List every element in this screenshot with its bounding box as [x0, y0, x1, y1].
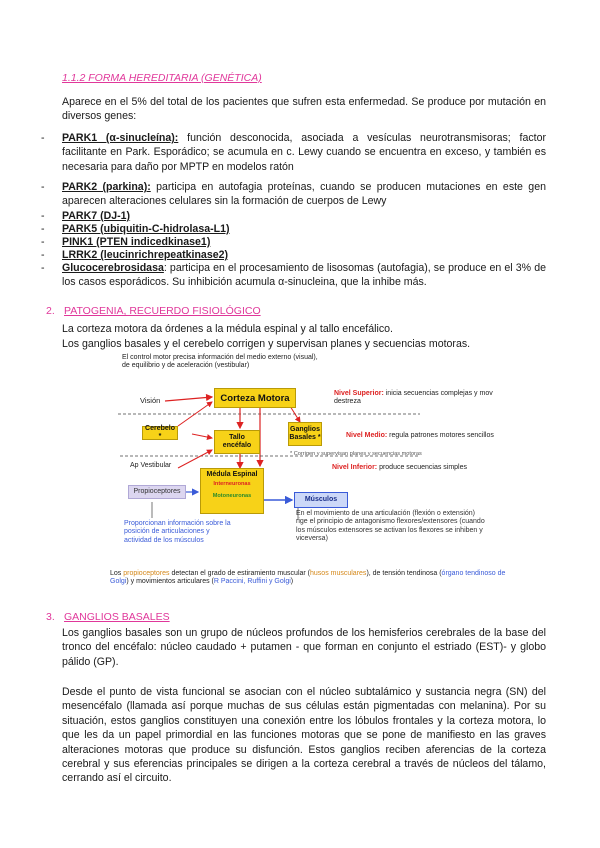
- nivel-medio: Nivel Medio: regula patrones motores sencillos: [346, 432, 494, 439]
- intro-paragraph: Aparece en el 5% del total de los pacientes que sufren esta enfermedad. Se produce por mutación en diversos genes:: [62, 96, 546, 123]
- arrow-vision-corteza: [165, 397, 212, 401]
- sec3-paragraph-2: Desde el punto de vista funcional se asocian con el núcleo subtalámico y sustancia negra (SN) del mesencéfalo (llamada así porque muchas de sus células están pigmentadas con melanina). Por su situación, estos ganglios constituyen una conexión entre los lóbulos frontales y la corteza motora, lo que les da un papel primordial en las funciones motoras que se pone de manifiesto en las graves alteraciones motoras que produce su disfunción. Estos ganglios reciben aferencias de la corteza cerebral y sus eferencias principales se dirigen a la corteza cerebral a través de núcleos del tálamo, cerrando así el circuito.: [62, 686, 546, 785]
- sec2-line2: Los ganglios basales y el cerebelo corrigen y supervisan planes y secuencias motoras.: [62, 338, 471, 350]
- box-ganglios-basales: Ganglios Basales *: [288, 422, 322, 446]
- list-item: - PARK2 (parkina): participa en autofagia proteínas, cuando se producen mutaciones en este gen aparecen alteraciones celulares sin la formación de cuerpos de Lewy: [41, 181, 546, 208]
- list-item: - LRRK2 (leucinrichrepeatkinase2): [41, 249, 229, 261]
- box-propioceptores: Propioceptores: [128, 485, 186, 499]
- box-medula-espinal: Médula Espinal Interneuronas Motoneuronas: [200, 468, 264, 514]
- label-vision: Visión: [140, 396, 161, 405]
- label-ap-vestibular: Ap Vestibular: [130, 462, 172, 469]
- section-heading-1-1-2: 1.1.2 FORMA HEREDITARIA (GENÉTICA): [62, 72, 262, 84]
- gene-name: PINK1 (PTEN indicedkinase1): [62, 236, 211, 248]
- propio-note: Proporcionan información sobre la posición de articulaciones y actividad de los músculos: [124, 520, 231, 544]
- box-corteza-motora: Corteza Motora: [214, 388, 296, 408]
- box-cerebelo: Cerebelo *: [142, 426, 178, 440]
- list-item: - PARK1 (α-sinucleína): función desconocida, asociada a vesículas neurotransmisoras; factor facilitante en Park. Esporádico; se acumula en c. Lewy cuando se encuentra en exceso, y también es necesaria para daño por MPTP en modelos ratón: [41, 132, 546, 173]
- list-item: - PARK5 (ubiquitin-C-hidrolasa-L1): [41, 223, 230, 235]
- box-musculos: Músculos: [294, 492, 348, 508]
- musculos-note: En el movimiento de una articulación (flexión o extensión) rige el principio de antagonismo flexores/extensores (cuando los músculos extensores se activan los flexores se inhiben y viceversa): [296, 510, 485, 543]
- section-number-2: 2.: [46, 305, 55, 317]
- sec3-paragraph-1: Los ganglios basales son un grupo de núcleos profundos de los hemisferios cerebrales de la base del tronco del encéfalo: núcleo caudado + putamen - que forman en conjunto el estriado (EST)- y globo pálido (GP).: [62, 627, 546, 668]
- section-number-3: 3.: [46, 611, 55, 623]
- gene-name: Glucocerebrosidasa: [62, 262, 164, 274]
- arrow-vestibular-tallo: [178, 450, 212, 468]
- list-item: - PINK1 (PTEN indicedkinase1): [41, 236, 211, 248]
- list-item: - Glucocerebrosidasa: participa en el procesamiento de lisosomas (autofagia), se produce en el 3% de los casos esporádicos. Su inhibición acumula α-sinucleina, que la inhibe más.: [41, 262, 546, 289]
- diagram-arrows: [100, 350, 520, 600]
- gene-name: PARK1 (α-sinucleína):: [62, 132, 179, 144]
- label-interneuronas: Interneuronas: [213, 481, 251, 487]
- label-motoneuronas: Motoneuronas: [212, 493, 252, 499]
- gene-name: PARK2 (parkina):: [62, 181, 151, 193]
- gene-name: LRRK2 (leucinrichrepeatkinase2): [62, 249, 229, 261]
- gene-name: PARK5 (ubiquitin-C-hidrolasa-L1): [62, 223, 230, 235]
- list-item: - PARK7 (DJ-1): [41, 210, 131, 222]
- section-heading-3: GANGLIOS BASALES: [64, 611, 170, 623]
- diagram-top-note: El control motor precisa información del medio externo (visual), de equilibrio y de aceleración (vestibular): [122, 354, 318, 370]
- motor-control-diagram: [100, 350, 520, 600]
- nivel-inferior: Nivel Inferior: produce secuencias simples: [332, 464, 468, 471]
- sec2-line1: La corteza motora da órdenes a la médula espinal y al tallo encefálico.: [62, 323, 393, 335]
- footnote-star: * Corrigen y supervisan planes y secuencias motoras: [290, 451, 422, 457]
- arrow-cerebelo-tallo: [192, 434, 212, 438]
- propioceptores-bottom-note: Los propioceptores detectan el grado de estiramiento muscular (husos musculares), de tensión tendinosa (órgano tendinoso de Golgi) y movimientos articulares (R Paccini, Ruffini y Golgi): [110, 570, 506, 586]
- gene-name: PARK7 (DJ-1): [62, 210, 131, 222]
- box-tallo-encefalo: Tallo encéfalo: [214, 430, 260, 454]
- section-heading-2: PATOGENIA, RECUERDO FISIOLÓGICO: [64, 305, 261, 317]
- nivel-superior: Nivel Superior: inicia secuencias complejas y mov destreza: [334, 390, 493, 406]
